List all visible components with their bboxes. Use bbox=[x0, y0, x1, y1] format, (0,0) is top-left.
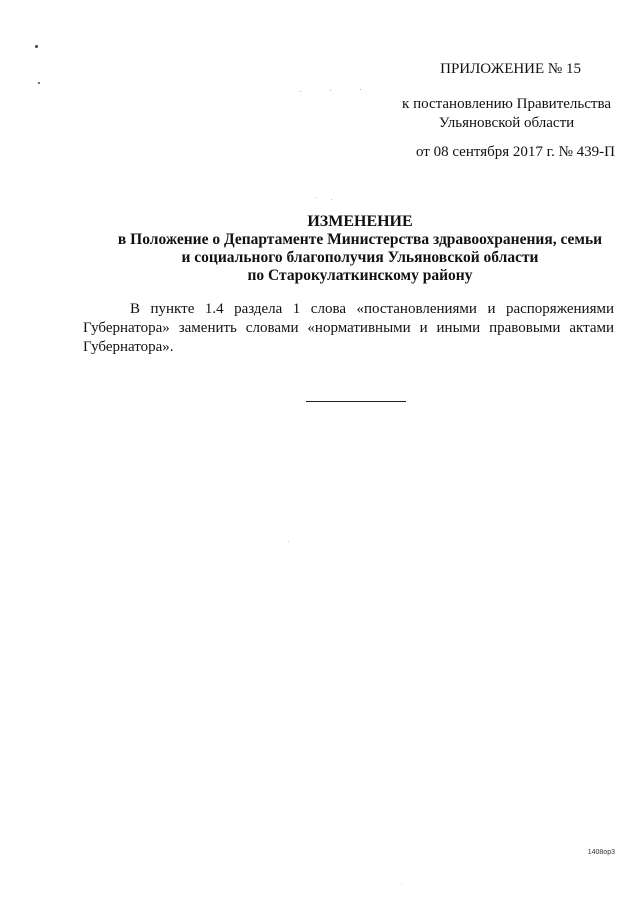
document-title bbox=[100, 213, 620, 285]
scan-speck bbox=[316, 197, 317, 198]
title-line-3: по Старокулаткинскому району bbox=[247, 267, 473, 284]
scan-speck bbox=[288, 541, 289, 542]
title-line-1: в Положение о Департаменте Министерства здравоохранения, семьи bbox=[117, 231, 603, 248]
title-main: ИЗМЕНЕНИЕ bbox=[307, 213, 413, 230]
scan-speck bbox=[35, 45, 38, 48]
amendment-paragraph: В пункте 1.4 раздела 1 слова «постановлениями и распоряжениями Губернатора» заменить словами «нормативными и иными правовыми актами Губернатора». bbox=[83, 301, 614, 355]
scan-speck bbox=[330, 90, 331, 91]
scan-speck bbox=[401, 884, 402, 885]
scan-speck bbox=[331, 199, 332, 200]
footer-code: 1408ор3 bbox=[587, 849, 615, 856]
resolution-line-2: Ульяновской области bbox=[438, 115, 575, 131]
scan-speck bbox=[300, 91, 301, 92]
appendix-label: ПРИЛОЖЕНИЕ № 15 bbox=[440, 61, 581, 77]
scan-speck bbox=[360, 89, 361, 90]
resolution-date: от 08 сентября 2017 г. № 439-П bbox=[415, 144, 615, 160]
resolution-reference bbox=[402, 95, 611, 133]
scan-speck bbox=[38, 82, 40, 84]
title-line-2: и социального благополучия Ульяновской области bbox=[181, 249, 539, 266]
closing-rule bbox=[306, 401, 406, 402]
resolution-line-1: к постановлению Правительства bbox=[402, 96, 611, 112]
